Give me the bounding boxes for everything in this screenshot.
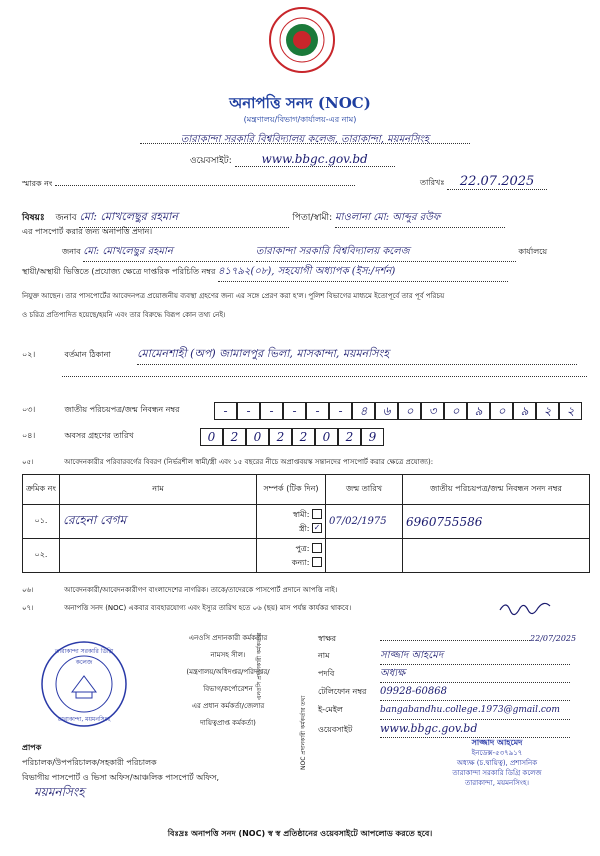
recipient-block (22, 740, 219, 800)
item-07 (22, 602, 351, 614)
sig-left-line: বিভাগ/কর্পোরেশন (203, 685, 253, 693)
nid-box-row (214, 400, 582, 420)
item-07-num: ০৭। (22, 604, 34, 612)
retire-box: 2 (223, 428, 246, 446)
field-value: www.bbgc.gov.bd (380, 720, 570, 738)
item-05 (22, 456, 597, 468)
retire-box: 0 (315, 428, 338, 446)
field-label: ই-মেইল (318, 705, 343, 714)
parent-label: পিতা/স্বামী: (292, 213, 333, 223)
field-value (380, 640, 530, 641)
round-seal-ring: তারাকান্দা সরকারি ডিগ্রি কলেজ (54, 648, 114, 666)
field-label: পদবি (318, 669, 335, 678)
nid-box: ২ (559, 402, 582, 420)
retire-box: 2 (338, 428, 361, 446)
retire-box: 2 (292, 428, 315, 446)
website-value: www.bbgc.gov.bd (235, 152, 395, 167)
nid-box: ৩ (421, 402, 444, 420)
field-label: স্বাক্ষর (318, 634, 337, 643)
footer-note: বিঃদ্রঃ অনাপত্তি সনদ (NOC) স্ব স্ব প্রতিষ্ঠানের ওয়েবসাইটে আপলোড করতে হবে। (167, 829, 433, 838)
government-seal (268, 6, 336, 74)
memo-no (22, 178, 355, 191)
col-relation: সম্পর্ক (টিক দিন) (257, 475, 326, 505)
nid-box: ৪ (352, 402, 375, 420)
nid-box: ৯ (467, 402, 490, 420)
item-05-num: ০৫। (22, 458, 34, 466)
memo-blank (55, 185, 355, 186)
retire-box: 2 (269, 428, 292, 446)
field-value: অধ্যক্ষ (380, 665, 570, 683)
nid-box: - (329, 402, 352, 420)
row-name: রেহেনা বেগম (60, 505, 257, 539)
field-phone (318, 683, 598, 701)
stamp-line: সাজ্জাদ আহমেদ (471, 738, 523, 747)
subject-prefix: জনাব (55, 213, 77, 223)
office-name (140, 127, 470, 144)
recipient-line-3: ময়মনসিংহ (34, 785, 85, 799)
field-signature (318, 630, 598, 647)
stamp-line: ইনডেক্স-৫৩৭৯১৭ (471, 749, 523, 757)
item-02-extra-line (62, 376, 587, 377)
retire-box: 0 (246, 428, 269, 446)
nid-box: ২ (536, 402, 559, 420)
subject-line (22, 208, 592, 228)
subject-suffix: এর পাসপোর্ট করার জন্য অনাপত্তি প্রদান। (22, 227, 153, 236)
row-name (60, 539, 257, 573)
item-05-label: আবেদনকারীর পরিবারবর্গের বিবরণ (নির্ভরশীল স্বামী/স্ত্রী এবং ১৫ বছরের নীচে অপ্রাপ্তবয়স্ক সন্তানদের পাসপোর্ট করার ক্ষেত্রে প্রযোজ্য): (64, 458, 434, 466)
nid-box: ৯ (513, 402, 536, 420)
nid-box: - (237, 402, 260, 420)
col-nid: জাতীয় পরিচয়পত্র/জন্ম নিবন্ধন সনদ নম্বর (403, 475, 590, 505)
rel-daughter-label: কন্যা: (291, 557, 310, 567)
field-value: সাজ্জাদ আহমেদ (380, 647, 570, 665)
table-row (23, 505, 590, 539)
stamp-line: তারাকান্দা, ময়মনসিংহ। (464, 779, 530, 787)
nid-box: - (214, 402, 237, 420)
item-02 (22, 345, 592, 365)
table-header-row (23, 475, 590, 505)
item-04-num: ০৪। (22, 431, 36, 440)
item-03 (22, 404, 180, 417)
body-suffix: কার্যালয়ে (518, 247, 548, 256)
daughter-checkbox[interactable] (312, 557, 322, 567)
husband-checkbox[interactable] (312, 509, 322, 519)
son-checkbox[interactable] (312, 543, 322, 553)
field-email (318, 701, 598, 720)
item-04-label: অবসর গ্রহণের তারিখ (64, 431, 134, 440)
item-02-num: ০২। (22, 350, 36, 359)
sign-date: 22/07/2025 (530, 634, 577, 643)
subject-label: বিষয়ঃ (22, 213, 45, 223)
rel-wife-label: স্ত্রী: (298, 523, 310, 533)
nid-box: - (283, 402, 306, 420)
nid-box: ৬ (375, 402, 398, 420)
field-label: ওয়েবসাইট (318, 725, 353, 734)
nid-box: ০ (444, 402, 467, 420)
row-nid (403, 539, 590, 573)
family-table (22, 474, 590, 573)
row-dob: 07/02/1975 (326, 505, 403, 539)
body-name: মো: মোখলেছুর রহমান (83, 244, 253, 262)
item-04 (22, 430, 134, 443)
field-value: bangabandhu.college.1973@gmail.com (380, 702, 570, 720)
nid-box: - (260, 402, 283, 420)
stamp-line: তারাকান্দা সরকারি ডিগ্রি কলেজ (452, 769, 542, 777)
item-03-label: জাতীয় পরিচয়পত্র/জন্ম নিবন্ধন নম্বর (64, 405, 180, 414)
col-dob: জন্ম তারিখ (326, 475, 403, 505)
vertical-label-1: এনওসি প্রদানকারী কর্মকর্তার (256, 632, 263, 700)
nid-box: ০ (490, 402, 513, 420)
body-line-2-fill: ৪১৭৯২(০৮), সহযোগী অধ্যাপক (ইস:/দর্শন) (218, 264, 508, 282)
item-07-text: অনাপত্তি সনদ (NOC) একবার ব্যবহারযোগ্য এবং ইস্যুর তারিখ হতে ০৬ (ছয়) মাস পর্যন্ত কার্যকর থাকবে। (64, 604, 352, 612)
stamp-line: অধ্যক্ষ (চ.দ্বায়িত্ব), প্রশাসনিক (456, 759, 538, 767)
retire-box: 9 (361, 428, 384, 446)
table-row (23, 539, 590, 573)
retire-box-row (200, 426, 384, 446)
row-serial: ০১. (23, 505, 60, 539)
subject-name: মো: মোখলেছুর রহমান (79, 208, 289, 228)
item-03-num: ০৩। (22, 405, 36, 414)
recipient-label: প্রাপক (22, 743, 42, 752)
item-02-label: বর্তমান ঠিকানা (64, 350, 111, 359)
row-dob (326, 539, 403, 573)
wife-checkbox[interactable]: ✓ (313, 523, 321, 532)
body-line-2 (22, 264, 592, 282)
item-06 (22, 584, 337, 596)
officer-stamp (402, 738, 592, 788)
date-label: তারিখঃ (420, 178, 445, 187)
body-prefix: জনাব (62, 247, 81, 256)
signatory-fields (318, 630, 598, 738)
sig-left-line: এনওসি প্রদানকারী কর্মকর্তার (188, 634, 268, 642)
field-name (318, 647, 598, 665)
website-label: ওয়েবসাইট: (190, 156, 232, 166)
nid-box: ০ (398, 402, 421, 420)
row-relation (257, 505, 326, 539)
nid-box: - (306, 402, 329, 420)
sig-left-line: দায়িত্বপ্রাপ্ত কর্মকর্তা) (200, 719, 256, 727)
page-title: অনাপত্তি সনদ (NOC) (229, 94, 371, 112)
field-website (318, 720, 598, 738)
date-value: 22.07.2025 (447, 174, 547, 190)
recipient-line-2: বিভাগীয় পাসপোর্ট ও ভিসা অফিস/আঞ্চলিক পাসপোর্ট অফিস, (22, 773, 220, 782)
body-line-4: ও চরিত্র প্রতিপাদিত হয়েছে/হয়নি এবং তার বিরুদ্ধে বিরূপ কোন তথ্য নেই। (22, 311, 226, 319)
col-name: নাম (60, 475, 257, 505)
sig-left-line: এর প্রধান কর্মকর্তা/জেলার (191, 702, 265, 710)
rel-son-label: পুত্র: (295, 543, 310, 553)
retire-box: 0 (200, 428, 223, 446)
item-06-text: আবেদনকারী/আবেদনকারীগণ বাংলাদেশের নাগরিক। তাকে/তাদেরকে পাসপোর্ট প্রদানে আপত্তি নাই। (64, 586, 338, 594)
row-relation (257, 539, 326, 573)
sig-left-line: (মন্ত্রণালয়/অধিদপ্তর/পরিদপ্তর/ (186, 668, 270, 676)
ministry-subtitle: (মন্ত্রণালয়/বিভাগ/কার্যালয়-এর নাম) (243, 115, 357, 124)
row-serial: ০২. (23, 539, 60, 573)
sig-left-line: নামসহ সীল। (210, 651, 246, 659)
col-serial: ক্রমিক নং (23, 475, 60, 505)
round-seal-bottom: তারাকান্দা, ময়মনসিংহ (57, 716, 111, 723)
body-line-1 (22, 244, 592, 262)
item-06-num: ০৬। (22, 586, 34, 594)
vertical-label-2: NOC প্রদানকারী কর্মকর্তার তথ্য (300, 695, 307, 770)
field-label: নাম (318, 651, 330, 660)
signature-mark (498, 598, 558, 622)
body-line-2-text: স্থায়ী/অস্থায়ী ভিত্তিতে (প্রযোজ্য ক্ষেত্রে দাপ্তরিক পরিচিতি নম্বর (22, 267, 216, 276)
college-round-seal (40, 640, 128, 728)
row-nid: 6960755586 (403, 505, 590, 539)
field-value: 09928-60868 (380, 683, 570, 701)
body-line-3: নিযুক্ত আছেন। তার পাসপোর্টের আবেদনপত্র প্রয়োজনীয় ব্যবস্থা গ্রহণের জন্য এর সঙ্গে প্রেরণ করা হ'ল। পুলিশ বিভাগের মাধ্যমে ইতোপূর্বে তার পূর্ব পরিচয় (22, 292, 445, 300)
memo-date (420, 174, 547, 190)
recipient-line-1: পরিচালক/উপপরিচালক/সহকারী পরিচালক (22, 758, 157, 767)
office-name-value: তারাকান্দা সরকারি বিশ্ববিদ্যালয় কলেজ, তারাকান্দা, ময়মনসিংহ (180, 134, 430, 145)
body-office: তারাকান্দা সরকারি বিশ্ববিদ্যালয় কলেজ (256, 244, 516, 262)
website-line (190, 152, 430, 168)
field-label: টেলিফোন নম্বর (318, 687, 367, 696)
signatory-info-left (158, 630, 298, 732)
item-02-value: মোমেনশাহী (অপ) জামালপুর ভিলা, মাসকান্দা, ময়মনসিংহ (137, 345, 577, 365)
parent-value: মাওলানা মো: আব্দুর রউফ (335, 210, 505, 228)
field-designation (318, 665, 598, 683)
rel-husband-label: স্বামী: (292, 509, 310, 519)
memo-label: স্মারক নং (22, 179, 53, 188)
